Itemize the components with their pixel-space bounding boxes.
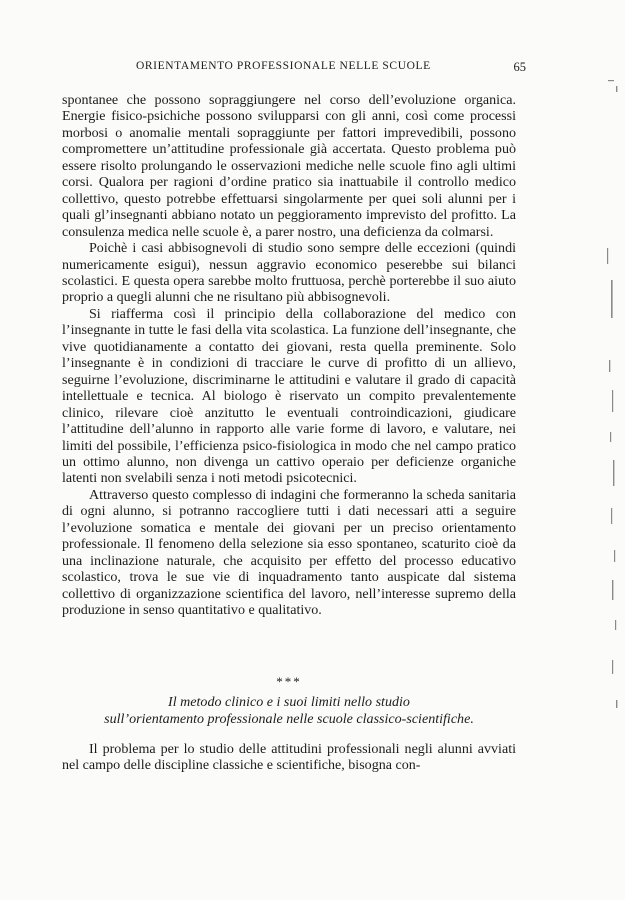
running-title: ORIENTAMENTO PROFESSIONALE NELLE SCUOLE: [136, 60, 431, 72]
running-header: [62, 60, 526, 78]
page-number: 65: [513, 60, 526, 74]
section-heading-line-2: sull’orientamento professionale nelle scuole classico-scientifiche.: [104, 711, 474, 727]
section-separator: ***: [276, 674, 302, 689]
paragraph-3: Si riafferma così il principio della collaborazione del medico con l’insegnante in tutte le fasi della vita scolastica. La funzione dell’insegnante, che vive quotidianamente a contatto dei giovani, resta quella preminente. Solo l’insegnante è in condizioni di tracciare le curve di profitto di un allievo, seguirne l’evoluzione, discriminarne le attitudini e valutare il grado di capacità intellettuale e tecnica. Al biologo è riservato un compito prevalentemente clinico, rilevare cioè anzitutto le eventuali controindicazioni, giudicare l’attitudine dell’alunno in rapporto alle varie forme di lavoro, e valutare, nei limiti del possibile, l’efficienza psico-fisiologica in modo che nel campo pratico un ottimo alunno, non divenga un cattivo operaio per deficienze organiche latenti non svelabili senza i noti metodi psicotecnici.: [62, 305, 516, 487]
paragraph-4: Attraverso questo complesso di indagini che formeranno la scheda sanitaria di ogni alunno, si potranno raccogliere tutti i dati necessari atti a seguire l’evoluzione somatica e mentale dei giovani per un preciso orientamento professionale. Il fenomeno della selezione sia esso spontaneo, scaturito cioè da una inclinazione naturale, che acquisito per effetto del processo educativo scolastico, trova le sue vie di inquadramento tanto auspicate dal sistema collettivo di organizzazione scientifica del lavoro, nell’interesse supremo della produzione in senso quantitativo e qualitativo.: [62, 486, 516, 619]
section-heading: [62, 694, 516, 728]
paragraph-1: spontanee che possono sopraggiungere nel corso dell’evoluzione organica. Energie fisico-psichiche possono svilupparsi con gli anni, così come processi morbosi o anomalie mentali sopraggiunte per fattori imprevedibili, possono compromettere un’attitudine professionale già accertata. Questo problema può essere risolto prolungando le osservazioni mediche nelle scuole fino agli ultimi corsi. Qualora per ragioni d’ordine pratico sia inattuabile il controllo medico collettivo, questo potrebbe effettuarsi singolarmente per quei soli alunni per i quali gl’insegnanti abbiano notato un peggioramento imprevisto del profitto. La consulenza medica nelle scuole è, a parer nostro, una deficienza da colmarsi.: [62, 92, 516, 240]
paragraph-2: Poichè i casi abbisognevoli di studio sono sempre delle eccezioni (quindi numericamente esigui), nessun aggravio economico peserebbe sui bilanci scolastici. E questa opera sarebbe molto fruttuosa, perchè porterebbe il suo aiuto proprio a quegli alunni che ne risultano più abbisognevoli.: [62, 240, 516, 306]
section-heading-line-1: Il metodo clinico e i suoi limiti nello studio: [168, 694, 410, 710]
closing-paragraph: Il problema per lo studio delle attitudini professionali negli alunni avviati nel campo delle discipline classiche e scientifiche, bisogna con-: [62, 741, 516, 774]
scan-margin-marks: [590, 60, 620, 820]
body-text: [62, 92, 516, 619]
closing-text: [62, 741, 516, 774]
